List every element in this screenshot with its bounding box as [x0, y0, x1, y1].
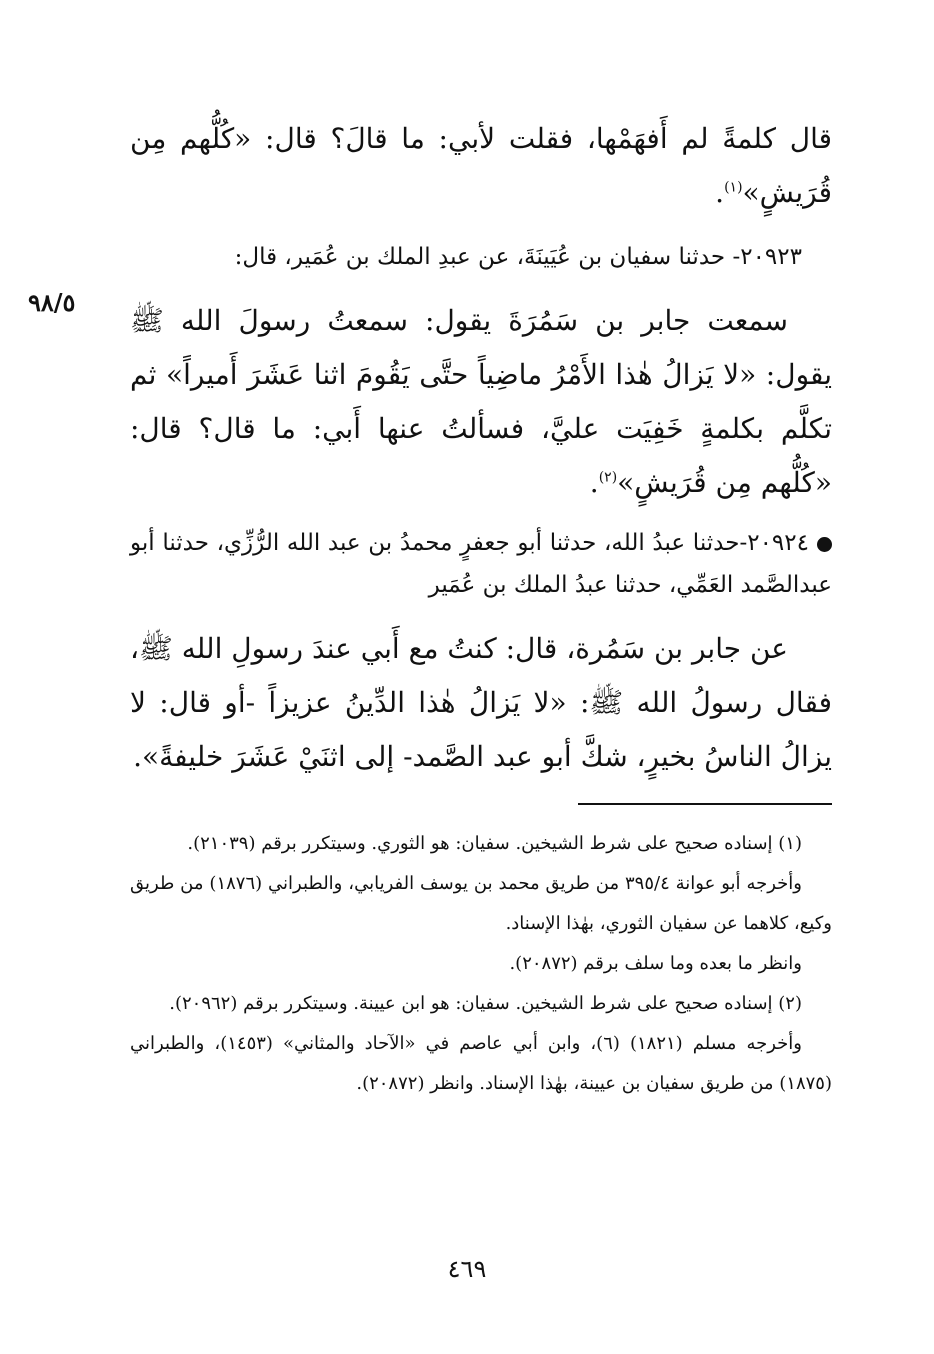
- hadith-chain-text: ٢٠٩٢٣- حدثنا سفيان بن عُيَينَةَ، عن عبدِ الملك بن عُمَير، قال:: [234, 244, 802, 270]
- footnote-marker: (٢): [598, 469, 618, 486]
- paragraph-end: .: [589, 466, 599, 499]
- footnotes: [130, 824, 832, 1104]
- paragraph-text: سمعت جابر بن سَمُرَةَ يقول: سمعتُ رسولَ الله ﷺ يقول: «لا يَزالُ هٰذا الأَمْرُ ماضِياً حتَّى يَقُومَ اثنا عَشَرَ أَميراً» ثم تكلَّم بكلمةٍ خَفِيَت عليَّ، فسألتُ عنها أَبي: ما قال؟ قال: «كُلُّهم مِن قُرَيشٍ»: [130, 304, 832, 499]
- hadith-chain-heading: [130, 522, 832, 606]
- footnote-divider: [578, 803, 832, 805]
- bullet-dot-icon: [817, 537, 832, 552]
- footnote: (٢) إسناده صحيح على شرط الشيخين. سفيان: هو ابن عيينة. وسيتكرر برقم (٢٠٩٦٢).: [169, 993, 802, 1014]
- paragraph-continuation: [130, 112, 832, 220]
- footnote-marker: (١): [724, 179, 743, 196]
- footnote: (١) إسناده صحيح على شرط الشيخين. سفيان: هو الثوري. وسيتكرر برقم (٢١٠٣٩).: [187, 833, 802, 854]
- paragraph-end: .: [715, 176, 725, 209]
- paragraph-text: عن جابر بن سَمُرة، قال: كنتُ مع أَبي عندَ رسولِ الله ﷺ، فقال رسولُ الله ﷺ: «لا يَزالُ هٰذا الدِّينُ عزيزاً -أو قال: لا يزالُ الناسُ بخيرٍ، شكَّ أبو عبد الصَّمد- إلى اثنَيْ عَشَرَ خليفةً».: [130, 632, 832, 773]
- page-number: ٤٦٩: [447, 1255, 487, 1283]
- hadith-chain-heading: [130, 236, 832, 278]
- footnote: وأخرجه مسلم (١٨٢١) (٦)، وابن أبي عاصم في «الآحاد والمثاني» (١٤٥٣)، والطبراني (١٨٧٥) من طريق سفيان بن عيينة، بهٰذا الإسناد. وانظر (٢٠٨٧٢).: [130, 1033, 832, 1094]
- footnote: وأخرجه أبو عوانة ٣٩٥/٤ من طريق محمد بن يوسف الفريابي، والطبراني (١٨٧٦) من طريق وكيع، كلاهما عن سفيان الثوري، بهٰذا الإسناد.: [130, 873, 832, 934]
- hadith-paragraph: [130, 622, 832, 784]
- margin-reference: ٩٨/٥: [28, 288, 76, 317]
- footnote: وانظر ما بعده وما سلف برقم (٢٠٨٧٢).: [509, 953, 802, 974]
- hadith-paragraph: [130, 294, 832, 510]
- hadith-chain-text: ٢٠٩٢٤-حدثنا عبدُ الله، حدثنا أبو جعفرٍ محمدُ بن عبد الله الرُّزِّي، حدثنا أبو عبدالصَّمد العَمِّي، حدثنا عبدُ الملك بن عُمَير: [130, 530, 832, 598]
- paragraph-text: قال كلمةً لم أَفهَمْها، فقلت لأبي: ما قالَ؟ قال: «كُلُّهم مِن قُرَيشٍ»: [130, 122, 832, 209]
